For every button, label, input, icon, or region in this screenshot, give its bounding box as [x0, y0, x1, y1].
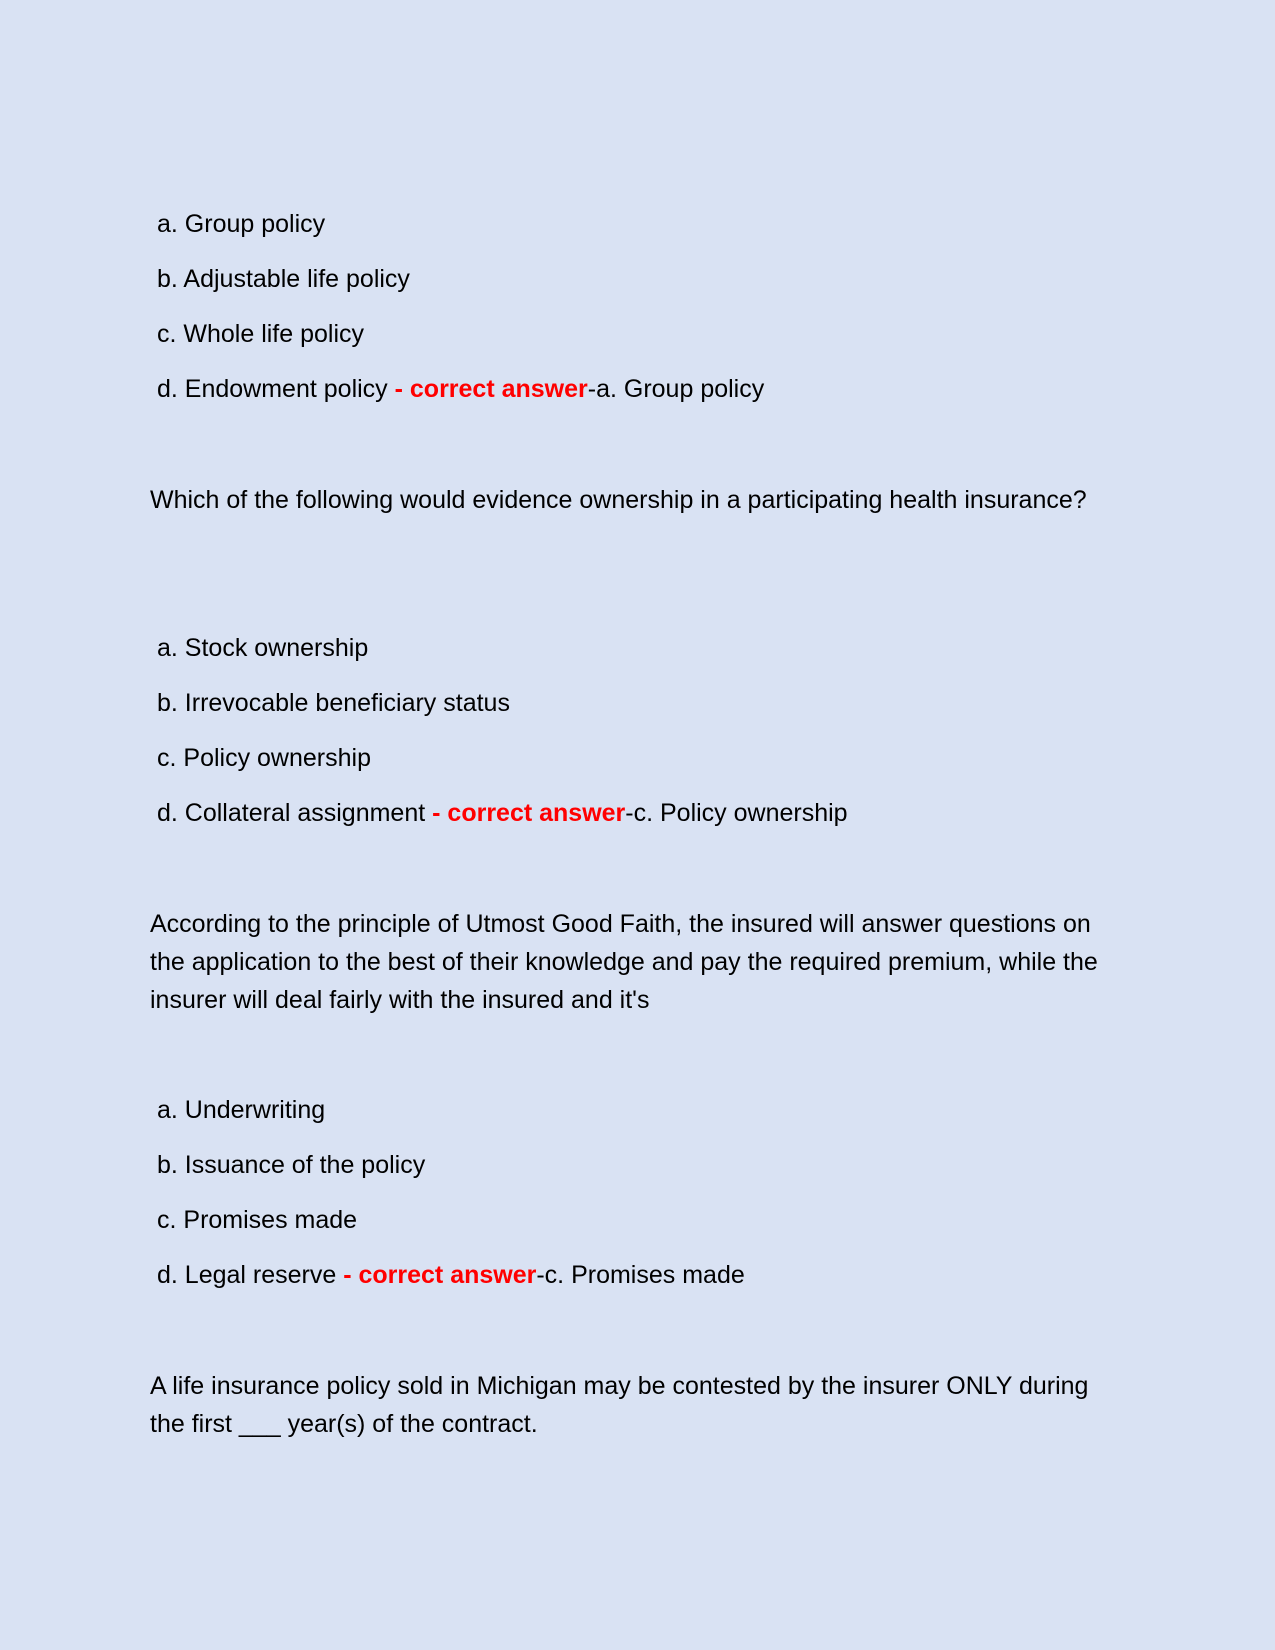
q2-option-b: b. Irrevocable beneficiary status [157, 689, 510, 717]
q1-option-d: d. Endowment policy [157, 375, 395, 403]
q2-option-d: d. Collateral assignment [157, 799, 433, 827]
q1-answer: -a. Group policy [587, 375, 765, 403]
q3-option-d: d. Legal reserve [157, 1261, 344, 1289]
q2-question: Which of the following would evidence ownership in a participating health insurance? [150, 486, 1087, 514]
q1-option-d-line [157, 370, 764, 408]
q3-question: According to the principle of Utmost Good Faith, the insured will answer questions on the application to the best of their knowledge and pay the required premium, while the insurer will deal fairly with the insured and it's [150, 910, 1098, 1014]
q3-option-a: a. Underwriting [157, 1096, 326, 1124]
q3-correct-label: - correct answer [343, 1261, 537, 1289]
q1-correct-label: - correct answer [394, 375, 588, 403]
q2-option-d-line [157, 794, 848, 832]
q1-option-c: c. Whole life policy [157, 320, 365, 348]
q3-option-c: c. Promises made [157, 1206, 358, 1234]
q2-correct-label: - correct answer [432, 799, 626, 827]
q1-option-b: b. Adjustable life policy [157, 265, 410, 293]
q2-option-c: c. Policy ownership [157, 744, 371, 772]
q4-question: A life insurance policy sold in Michigan may be contested by the insurer ONLY during the first ___ year(s) of the contract. [150, 1372, 1089, 1438]
q3-option-b: b. Issuance of the policy [157, 1151, 426, 1179]
q2-answer: -c. Policy ownership [625, 799, 848, 827]
q3-option-d-line [157, 1256, 745, 1294]
q2-option-a: a. Stock ownership [157, 634, 369, 662]
q1-option-a: a. Group policy [157, 210, 326, 238]
q3-answer: -c. Promises made [536, 1261, 745, 1289]
